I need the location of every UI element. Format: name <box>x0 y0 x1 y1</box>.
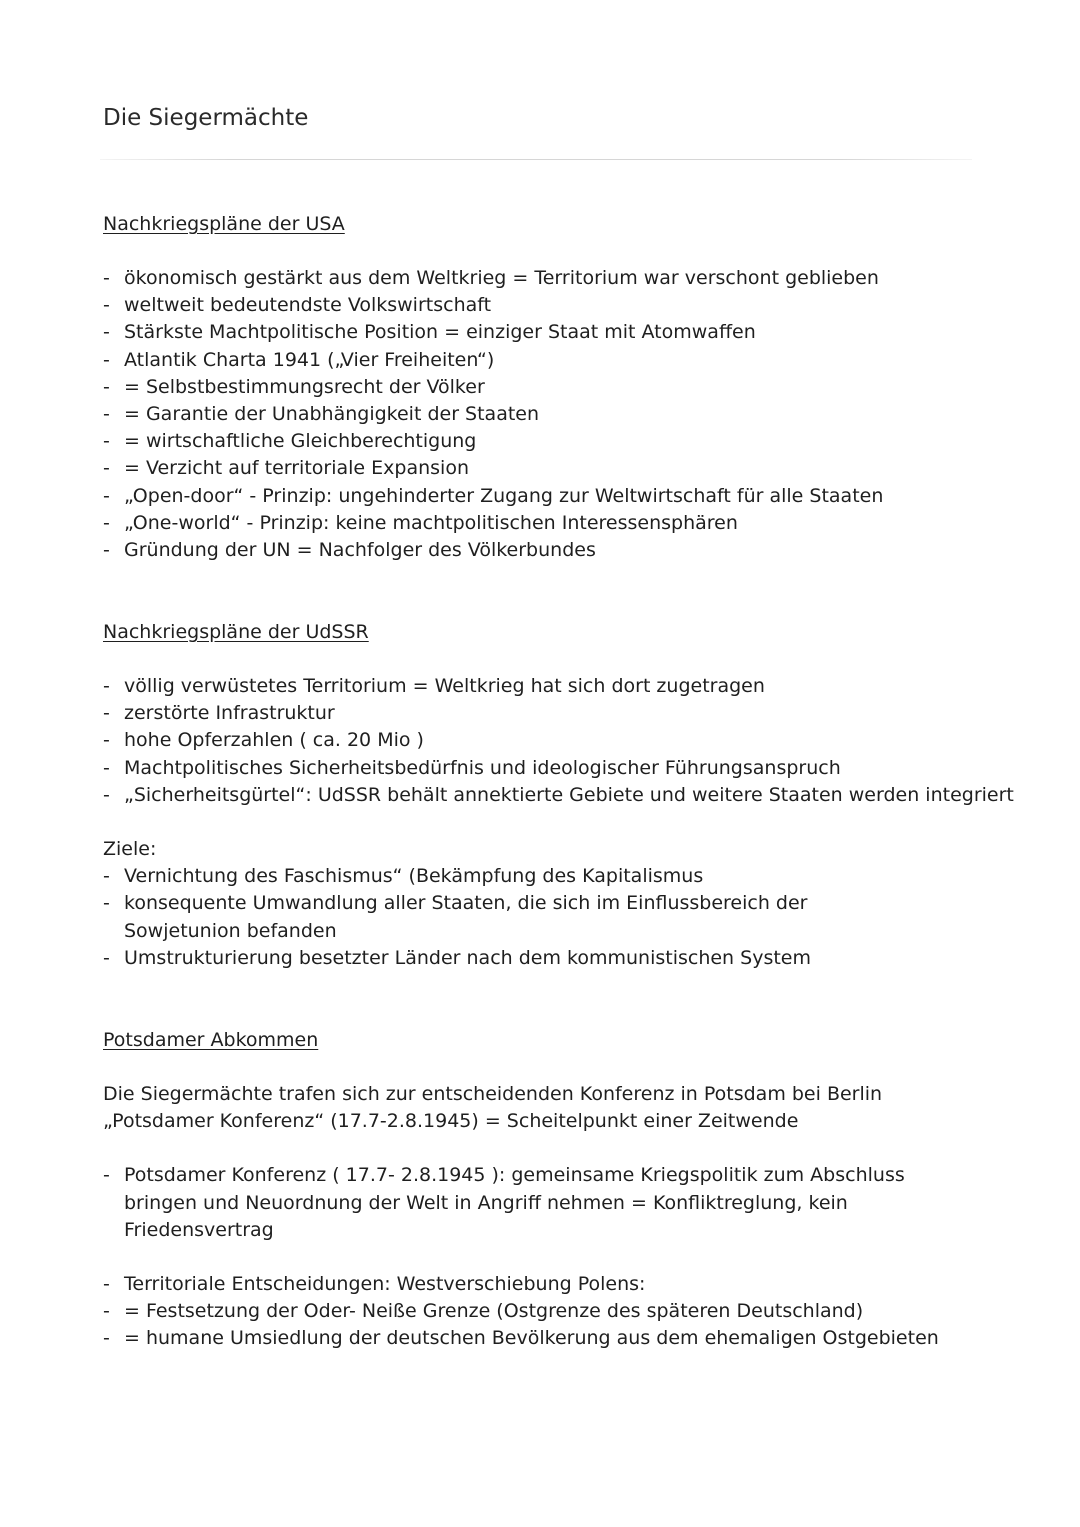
list-item: - Vernichtung des Faschismus“ (Bekämpfung des Kapitalismus <box>103 863 903 890</box>
goals-label: Ziele: <box>103 838 157 861</box>
list-item: - Gründung der UN = Nachfolger des Völkerbundes <box>103 537 983 564</box>
list-item: - = Verzicht auf territoriale Expansion <box>103 455 983 482</box>
usa-list <box>103 265 983 564</box>
section-usa <box>103 211 983 564</box>
intro-line: Die Siegermächte trafen sich zur entscheidenden Konferenz in Potsdam bei Berlin <box>103 1083 883 1105</box>
potsdam-intro <box>103 1081 983 1135</box>
list-item: - Potsdamer Konferenz ( 17.7- 2.8.1945 ): gemeinsame Kriegspolitik zum Abschluss bringen und Neuordnung der Welt in Angriff nehmen = Konfliktreglung, kein Friedensvertrag <box>103 1162 953 1244</box>
list-item: - = Festsetzung der Oder- Neiße Grenze (Ostgrenze des späteren Deutschland) <box>103 1298 983 1325</box>
list-item: - Machtpolitisches Sicherheitsbedürfnis und ideologischer Führungsanspruch <box>103 755 983 782</box>
list-item: - völlig verwüstetes Territorium = Weltkrieg hat sich dort zugetragen <box>103 673 983 700</box>
list-item: - „Sicherheitsgürtel“: UdSSR behält annektierte Gebiete und weitere Staaten werden integriert <box>103 782 983 809</box>
list-item: - weltweit bedeutendste Volkswirtschaft <box>103 292 983 319</box>
section-udssr <box>103 619 1014 972</box>
conference-list <box>103 1162 953 1244</box>
list-item: - konsequente Umwandlung aller Staaten, die sich im Einflussbereich der Sowjetunion befanden <box>103 890 903 944</box>
territorial-list <box>103 1271 983 1353</box>
list-item: - = Garantie der Unabhängigkeit der Staaten <box>103 401 983 428</box>
page-title: Die Siegermächte <box>103 105 309 131</box>
list-item: - Atlantik Charta 1941 („Vier Freiheiten“) <box>103 347 983 374</box>
intro-line: „Potsdamer Konferenz“ (17.7-2.8.1945) = Scheitelpunkt einer Zeitwende <box>103 1110 799 1133</box>
list-item: - zerstörte Infrastruktur <box>103 700 983 727</box>
list-item: - hohe Opferzahlen ( ca. 20 Mio ) <box>103 727 983 754</box>
list-item: - = wirtschaftliche Gleichberechtigung <box>103 428 983 455</box>
list-item: - Stärkste Machtpolitische Position = einziger Staat mit Atomwaffen <box>103 319 983 346</box>
goals-list <box>103 863 903 972</box>
list-item: - Umstrukturierung besetzter Länder nach dem kommunistischen System <box>103 945 903 972</box>
list-item: - „One-world“ - Prinzip: keine machtpolitischen Interessensphären <box>103 510 983 537</box>
list-item: - „Open-door“ - Prinzip: ungehinderter Zugang zur Weltwirtschaft für alle Staaten <box>103 483 983 510</box>
title-divider <box>100 159 972 160</box>
section-heading-usa: Nachkriegspläne der USA <box>103 213 345 235</box>
list-item: - = Selbstbestimmungsrecht der Völker <box>103 374 983 401</box>
section-heading-potsdam: Potsdamer Abkommen <box>103 1029 319 1051</box>
list-item: - ökonomisch gestärkt aus dem Weltkrieg = Territorium war verschont geblieben <box>103 265 983 292</box>
list-item: - Territoriale Entscheidungen: Westverschiebung Polens: <box>103 1271 983 1298</box>
list-item: - = humane Umsiedlung der deutschen Bevölkerung aus dem ehemaligen Ostgebieten <box>103 1325 983 1352</box>
section-potsdam <box>103 1027 983 1353</box>
section-heading-udssr: Nachkriegspläne der UdSSR <box>103 621 369 643</box>
udssr-list <box>103 673 1014 809</box>
